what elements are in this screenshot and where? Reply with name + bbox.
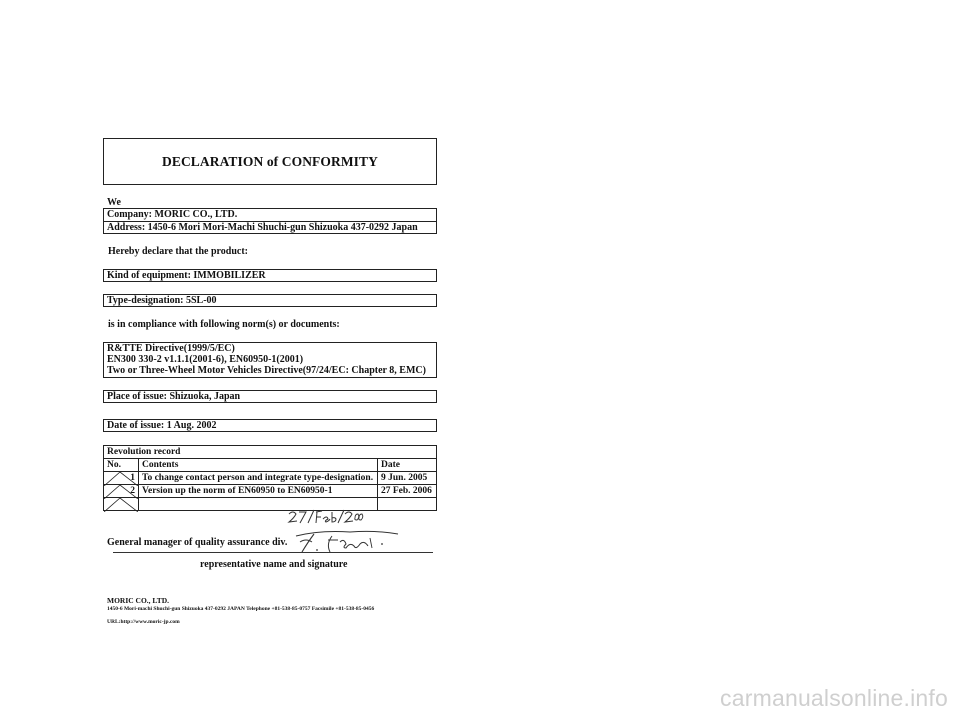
company-line: Company: MORIC CO., LTD. (107, 209, 238, 220)
hereby-text: Hereby declare that the product: (108, 246, 248, 257)
row-date: 27 Feb. 2006 (378, 485, 437, 498)
title-box (103, 138, 437, 185)
handwritten-date-icon (286, 508, 366, 526)
representative-label: representative name and signature (200, 559, 348, 570)
row-number: 1 (130, 473, 135, 483)
place-line: Place of issue: Shizuoka, Japan (107, 391, 241, 402)
norm-line: Two or Three-Wheel Motor Vehicles Directive(97/24/EC: Chapter 8, EMC) (107, 365, 426, 376)
row-contents: Version up the norm of EN60950 to EN60950-1 (139, 485, 378, 498)
kind-box (103, 269, 437, 282)
footer-company: MORIC CO., LTD. (107, 596, 170, 605)
revision-table (103, 445, 437, 511)
page-title: DECLARATION of CONFORMITY (161, 153, 378, 169)
norm-line: R&TTE Directive(1999/5/EC) (107, 343, 235, 354)
revision-heading: Revolution record (104, 446, 437, 459)
revision-heading-row (104, 446, 437, 459)
watermark-text: carmanualsonline.info (720, 685, 948, 711)
row-date (378, 498, 437, 511)
address-line: Address: 1450-6 Mori Mori-Machi Shuchi-gun Shizuoka 437-0292 Japan (107, 222, 418, 233)
row-number-cell (104, 498, 139, 511)
table-row (104, 485, 437, 498)
date-issue-line: Date of issue: 1 Aug. 2002 (107, 420, 217, 431)
date-issue-box (103, 419, 437, 432)
header-no: No. (104, 459, 139, 472)
table-row (104, 498, 437, 511)
kind-line: Kind of equipment: IMMOBILIZER (107, 270, 266, 281)
place-box (103, 390, 437, 403)
row-number: 2 (130, 486, 135, 496)
norm-line: EN300 330-2 v1.1.1(2001-6), EN60950-1(2001) (107, 354, 304, 365)
row-number-cell (104, 485, 139, 498)
compliance-text: is in compliance with following norm(s) or documents: (108, 319, 340, 330)
row-date: 9 Jun. 2005 (378, 472, 437, 485)
header-date: Date (378, 459, 437, 472)
norms-box (103, 342, 437, 378)
company-box (103, 208, 437, 234)
row-number-cell (104, 472, 139, 485)
cell-diagonal-icon (104, 498, 138, 512)
signature-line (113, 552, 433, 553)
footer-address: 1450-6 Mori-machi Shuchi-gun Shizuoka 437-0292 JAPAN Telephone +81-538-85-0757 Facsimile +81-538-85-0456 (107, 606, 375, 612)
revision-header-row (104, 459, 437, 472)
type-designation-line: Type-designation: 5SL-00 (107, 295, 217, 306)
gm-label: General manager of quality assurance div. (107, 537, 288, 548)
table-row (104, 472, 437, 485)
header-contents: Contents (139, 459, 378, 472)
type-box (103, 294, 437, 307)
row-contents: To change contact person and integrate type-designation. (139, 472, 378, 485)
we-label: We (107, 197, 121, 208)
footer-url: URL:http://www.moric-jp.com (107, 619, 180, 625)
